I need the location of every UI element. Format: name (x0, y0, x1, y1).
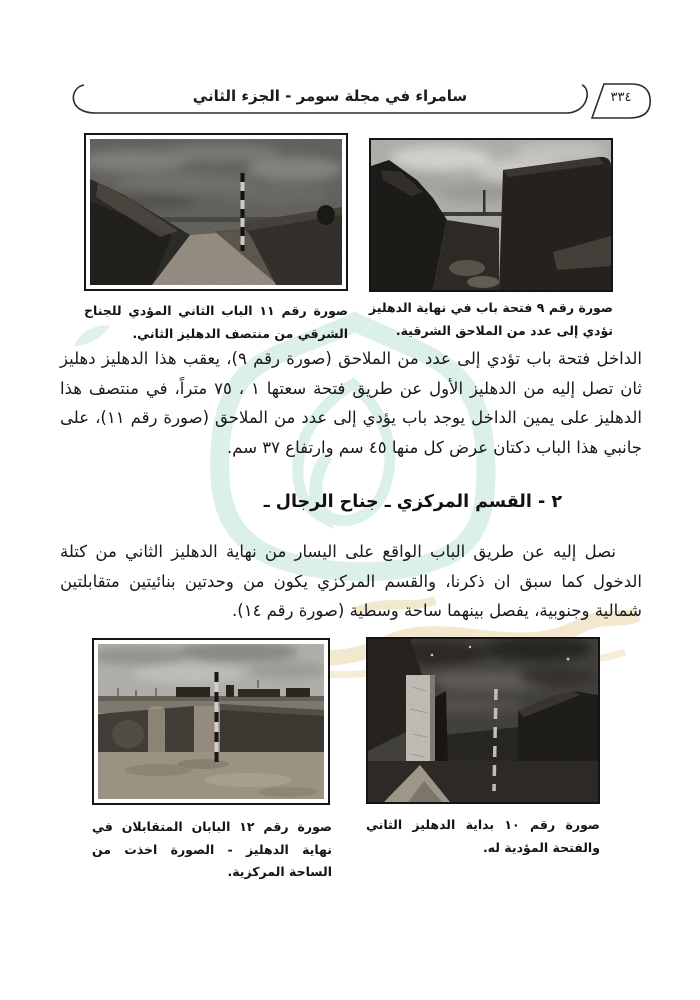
body-paragraph-2: نصل إليه عن طريق الباب الواقع على اليسار من نهاية الدهليز الثاني من كتلة الدخول كما سبق ان ذكرنا، والقسم المركزي يكون من وحدتين بنائيتين متقابلتين شمالية وجنوبية، يفصل بينهما ساحة وسطية (صورة رقم ١٤). (60, 542, 642, 621)
body-paragraph-1: الداخل فتحة باب تؤدي إلى عدد من الملاحق (صورة رقم ٩)، يعقب هذا الدهليز دهليز ثان تصل إليه من الدهليز الأول عن طريق فتحة سعتها ١ ، ٧٥ متراً، في منتصف هذا الدهليز على يمين الداخل يوجد باب يؤدي إلى عدد من الملاحق (صورة رقم ١١)، على جانبي هذا الباب دكتان عرض كل منها ٤٥ سم وارتفاع ٣٧ سم. (60, 349, 642, 458)
figure-12-photo (92, 638, 330, 805)
figure-9-photo (369, 138, 613, 292)
figure-10-photo (366, 637, 600, 804)
page-number: ٣٣٤ (610, 90, 632, 105)
section-heading: ٢ - القسم المركزي ـ جناح الرجال ـ (263, 492, 562, 512)
figure-12-caption: صورة رقم ١٢ البابان المتقابلان في نهاية الدهليز - الصورة اخذت من الساحة المركزية. (92, 819, 332, 879)
figure-9-caption: صورة رقم ٩ فتحة باب في نهاية الدهليز تؤدي إلى عدد من الملاحق الشرقية. (369, 300, 613, 338)
figure-11-photo (84, 133, 348, 291)
figure-10-caption: صورة رقم ١٠ بداية الدهليز الثاني والفتحة المؤدية له. (366, 817, 600, 855)
page-title: سامراء في مجلة سومر - الجزء الثاني (192, 87, 468, 105)
figure-11-caption: صورة رقم ١١ الباب الثاني المؤدي للجناح الشرقي من منتصف الدهليز الثاني. (84, 303, 348, 341)
